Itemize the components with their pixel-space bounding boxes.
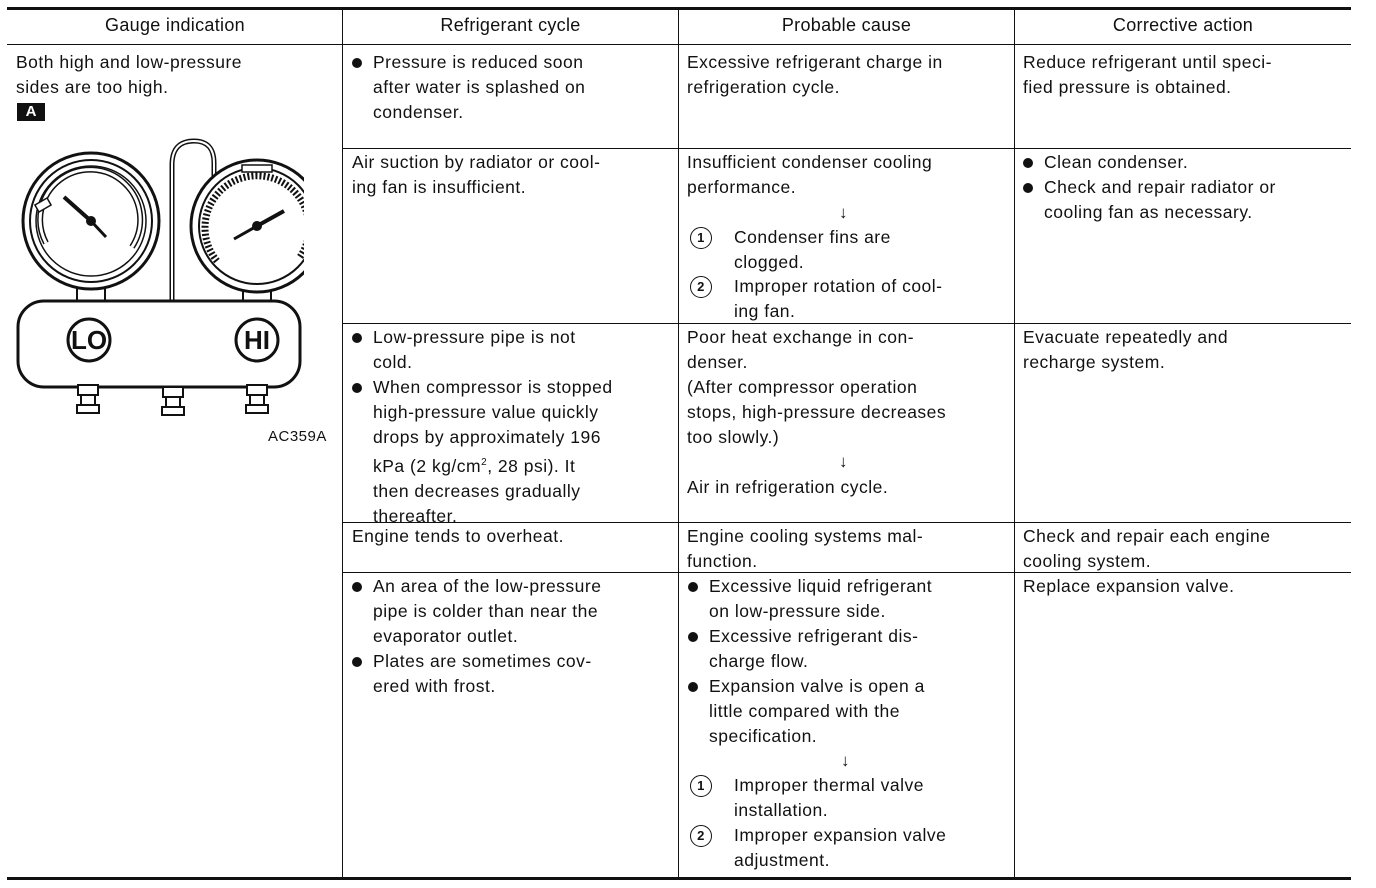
- text-line: too slowly.): [687, 427, 780, 447]
- text-line: recharge system.: [1023, 352, 1166, 372]
- text-line: cooling system.: [1023, 551, 1152, 571]
- text-line: on low-pressure side.: [709, 601, 886, 621]
- lo-label: LO: [70, 325, 108, 355]
- text-line: specification.: [709, 726, 818, 746]
- col-divider-3: [1014, 8, 1015, 879]
- text-line: Excessive liquid refrigerant: [709, 576, 933, 596]
- text-line: clogged.: [734, 252, 805, 272]
- row3-cause: [687, 325, 946, 450]
- text-line: function.: [687, 551, 758, 571]
- text-line: after water is splashed on: [373, 77, 586, 97]
- circled-number-icon: 2: [690, 276, 712, 298]
- text-line: Reduce refrigerant until speci-: [1023, 52, 1272, 72]
- down-arrow-icon: ↓: [841, 751, 850, 770]
- bullet-icon: [1023, 183, 1033, 193]
- text-line: adjustment.: [734, 850, 830, 870]
- text-line: charge flow.: [709, 651, 809, 671]
- table-bottom-rule: [7, 877, 1351, 880]
- text-line: Expansion valve is open a: [709, 676, 925, 696]
- text-line: Improper rotation of cool-: [734, 276, 943, 296]
- text-line: [373, 450, 613, 479]
- text-line: Evacuate repeatedly and: [1023, 327, 1229, 347]
- text-line: cooling fan as necessary.: [1044, 202, 1253, 222]
- gauge-indication-text: [16, 50, 242, 100]
- row4-cycle: Engine tends to overheat.: [352, 526, 564, 546]
- gauge-text-line: Both high and low-pressure: [16, 52, 243, 72]
- low-pressure-gauge-dial: [23, 153, 159, 305]
- circled-number-icon: 1: [690, 227, 712, 249]
- bullet-icon: [352, 333, 362, 343]
- row2-cycle: [352, 150, 600, 200]
- gauge-text-line: sides are too high.: [16, 77, 169, 97]
- bullet-icon: [688, 632, 698, 642]
- row5-action: Replace expansion valve.: [1023, 576, 1235, 596]
- row4-cause: [687, 524, 923, 574]
- header-corrective-action: Corrective action: [1112, 15, 1254, 35]
- text-line: ing fan is insufficient.: [352, 177, 527, 197]
- text-line: performance.: [687, 177, 797, 197]
- text-line: drops by approximately 196: [373, 427, 601, 447]
- down-arrow-icon: ↓: [839, 452, 848, 471]
- bullet-icon: [352, 58, 362, 68]
- text-line: Improper thermal valve: [734, 775, 924, 795]
- col-divider-2: [678, 8, 679, 879]
- bullet-icon: [352, 657, 362, 667]
- bullet-icon: [1023, 158, 1033, 168]
- row4-action: [1023, 524, 1271, 574]
- bullet-icon: [688, 682, 698, 692]
- text-line: stops, high-pressure decreases: [687, 402, 947, 422]
- header-rule: [7, 44, 1351, 45]
- text-line: little compared with the: [709, 701, 900, 721]
- text-line: high-pressure value quickly: [373, 402, 599, 422]
- header-gauge-indication: Gauge indication: [105, 15, 245, 35]
- row3-cause-result: Air in refrigeration cycle.: [687, 477, 889, 497]
- text-line: Engine cooling systems mal-: [687, 526, 924, 546]
- text-fragment: kPa (2 kg/cm: [373, 455, 482, 476]
- high-pressure-gauge-dial: [191, 160, 304, 305]
- text-line: thereafter.: [373, 505, 458, 526]
- manifold-gauge-illustration: [14, 135, 304, 420]
- text-line: Excessive refrigerant dis-: [709, 626, 919, 646]
- text-line: Insufficient condenser cooling: [687, 152, 933, 172]
- text-line: then decreases gradually: [373, 480, 581, 501]
- text-line: evaporator outlet.: [373, 626, 519, 646]
- text-line: Pressure is reduced soon: [373, 52, 584, 72]
- figure-code: AC359A: [268, 428, 327, 445]
- text-fragment: , 28 psi). It: [487, 455, 576, 476]
- text-line: ing fan.: [734, 301, 796, 321]
- hi-label: HI: [244, 325, 270, 355]
- bullet-icon: [688, 582, 698, 592]
- row2-cause: [687, 150, 932, 200]
- text-line: Clean condenser.: [1044, 152, 1189, 172]
- circled-number-icon: 1: [690, 775, 712, 797]
- row1-rule: [343, 148, 1351, 149]
- text-line: condenser.: [373, 102, 464, 122]
- header-refrigerant-cycle: Refrigerant cycle: [440, 15, 581, 35]
- row1-cause: [687, 50, 943, 100]
- header-probable-cause: Probable cause: [781, 15, 912, 35]
- text-line: pipe is colder than near the: [373, 601, 599, 621]
- down-arrow-icon: ↓: [839, 203, 848, 222]
- text-line: fied pressure is obtained.: [1023, 77, 1232, 97]
- text-line: Air suction by radiator or cool-: [352, 152, 601, 172]
- text-line: (After compressor operation: [687, 377, 918, 397]
- text-line: installation.: [734, 800, 829, 820]
- text-line: Condenser fins are: [734, 227, 891, 247]
- text-line: Check and repair each engine: [1023, 526, 1271, 546]
- text-line: ered with frost.: [373, 676, 496, 696]
- figure-label-badge: A: [17, 103, 45, 121]
- text-line: Excessive refrigerant charge in: [687, 52, 943, 72]
- text-line: Plates are sometimes cov-: [373, 651, 592, 671]
- bullet-icon: [352, 383, 362, 393]
- text-line: When compressor is stopped: [373, 377, 613, 397]
- col-divider-1: [342, 8, 343, 879]
- text-line: cold.: [373, 352, 413, 372]
- text-line: Check and repair radiator or: [1044, 177, 1276, 197]
- text-line: denser.: [687, 352, 748, 372]
- row1-action: [1023, 50, 1272, 100]
- bullet-icon: [352, 582, 362, 592]
- text-line: refrigeration cycle.: [687, 77, 840, 97]
- text-line: Poor heat exchange in con-: [687, 327, 915, 347]
- row3-action: [1023, 325, 1228, 375]
- circled-number-icon: 2: [690, 825, 712, 847]
- text-line: Improper expansion valve: [734, 825, 947, 845]
- superscript: 2: [481, 457, 488, 468]
- table-top-rule: [7, 7, 1351, 10]
- text-line: Low-pressure pipe is not: [373, 327, 576, 347]
- text-line: An area of the low-pressure: [373, 576, 602, 596]
